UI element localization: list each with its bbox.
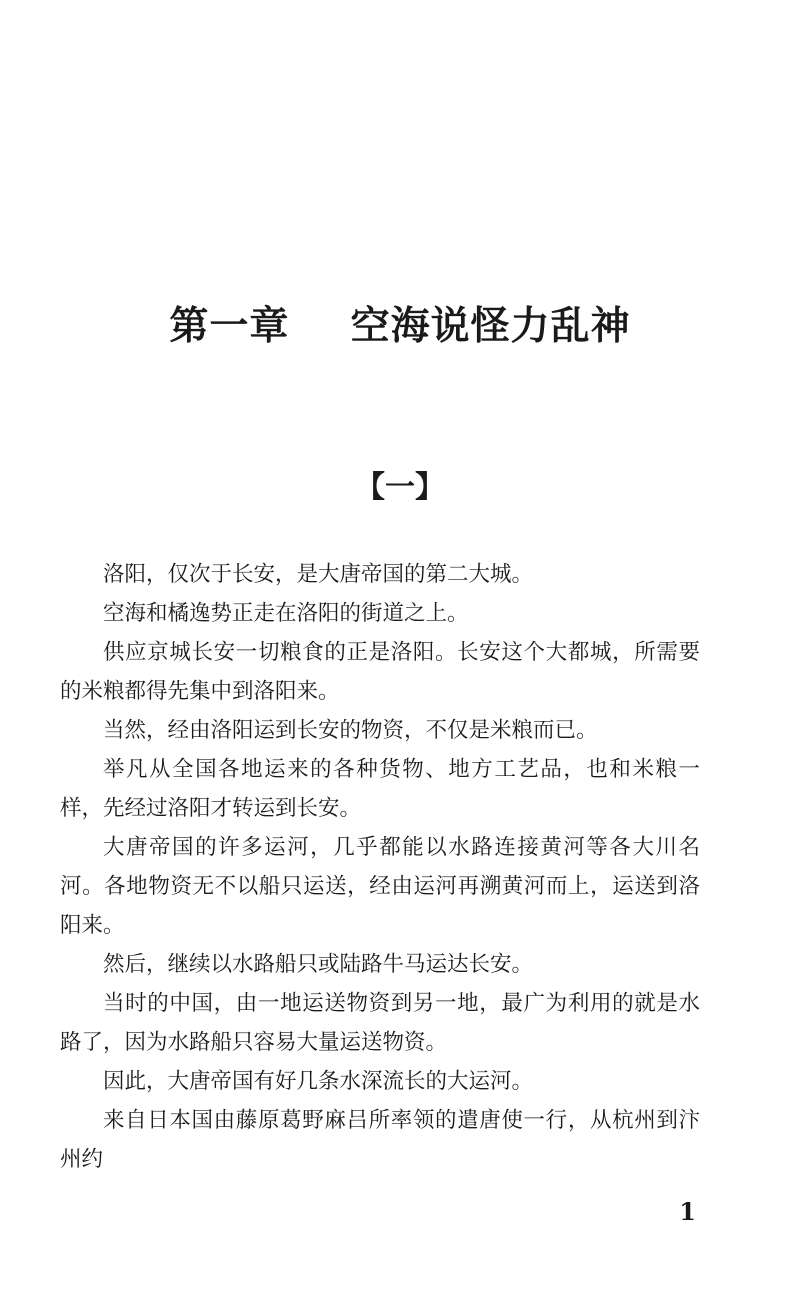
paragraph: 然后，继续以水路船只或陆路牛马运达长安。 — [103, 952, 534, 977]
paragraph: 当然，经由洛阳运到长安的物资，不仅是米粮而已。 — [103, 718, 598, 743]
section-heading: 【一】 — [355, 470, 445, 505]
body-text — [60, 555, 700, 1179]
paragraph: 洛阳，仅次于长安，是大唐帝国的第二大城。 — [103, 562, 534, 587]
paragraph: 空海和橘逸势正走在洛阳的街道之上。 — [103, 601, 469, 626]
page-number: 1 — [679, 1197, 696, 1226]
paragraph: 当时的中国，由一地运送物资到另一地，最广为利用的就是水路了，因为水路船只容易大量运送物资。 — [60, 991, 700, 1055]
chapter-title: 第一章 空海说怪力乱神 — [169, 303, 631, 349]
paragraph: 因此，大唐帝国有好几条水深流长的大运河。 — [103, 1069, 534, 1094]
paragraph: 举凡从全国各地运来的各种货物、地方工艺品，也和米粮一样，先经过洛阳才转运到长安。 — [60, 757, 700, 821]
paragraph: 大唐帝国的许多运河，几乎都能以水路连接黄河等各大川名河。各地物资无不以船只运送，经由运河再溯黄河而上，运送到洛阳来。 — [60, 835, 700, 938]
paragraph: 来自日本国由藤原葛野麻吕所率领的遣唐使一行，从杭州到汴州约 — [60, 1108, 700, 1172]
paragraph: 供应京城长安一切粮食的正是洛阳。长安这个大都城，所需要的米粮都得先集中到洛阳来。 — [60, 640, 700, 704]
